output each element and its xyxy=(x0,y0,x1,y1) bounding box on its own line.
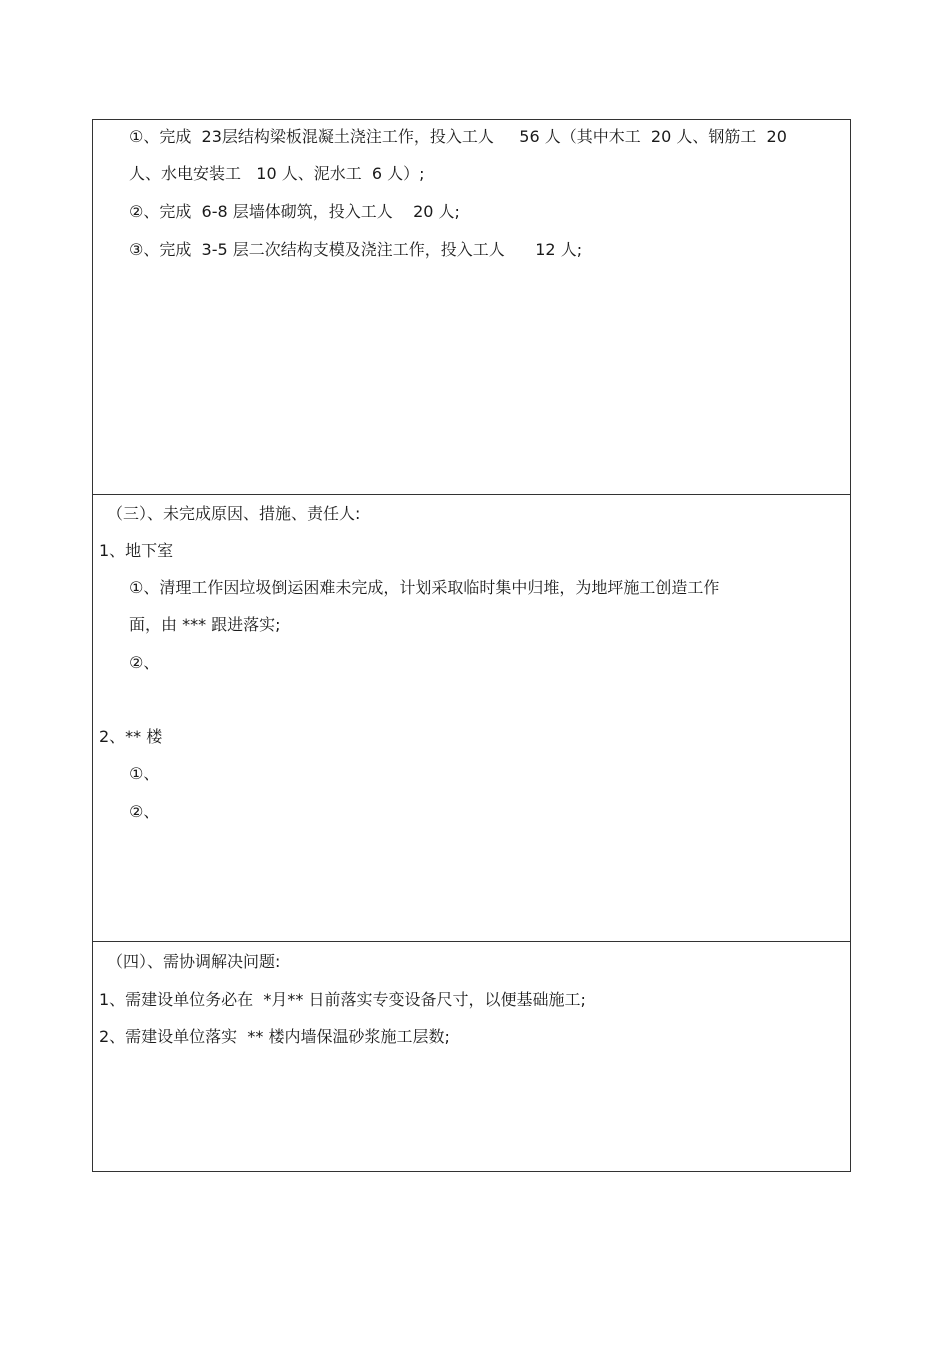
list-item: ②、 xyxy=(129,802,160,821)
list-item: ①、清理工作因垃圾倒运困难未完成，计划采取临时集中归堆，为地坪施工创造工作 xyxy=(129,578,720,597)
report-table xyxy=(92,119,851,1172)
work-item-1-continued: 人、水电安装工 10 人、泥水工 6 人）; xyxy=(129,164,425,183)
section-coordination-issues xyxy=(93,941,850,1171)
group-title-basement: 1、地下室 xyxy=(99,541,174,560)
list-item: 1、需建设单位务必在 *月** 日前落实专变设备尺寸，以便基础施工; xyxy=(99,990,586,1009)
list-item: ②、 xyxy=(129,653,160,672)
work-item-1: ①、完成 23层结构梁板混凝土浇注工作，投入工人 56 人（其中木工 20 人、钢筋工 20 xyxy=(129,127,787,146)
list-item: 面，由 *** 跟进落实; xyxy=(129,615,281,634)
section-incomplete-reasons xyxy=(93,494,850,941)
group-title-building: 2、** 楼 xyxy=(99,727,163,746)
section-heading: （四）、需协调解决问题: xyxy=(107,952,281,971)
list-item: ①、 xyxy=(129,764,160,783)
section-heading: （三）、未完成原因、措施、责任人: xyxy=(107,504,361,523)
section-work-completed xyxy=(93,120,850,494)
list-item: 2、需建设单位落实 ** 楼内墙保温砂浆施工层数; xyxy=(99,1027,450,1046)
work-item-2: ②、完成 6-8 层墙体砌筑，投入工人 20 人; xyxy=(129,202,460,221)
work-item-3: ③、完成 3-5 层二次结构支模及浇注工作，投入工人 12 人; xyxy=(129,240,583,259)
